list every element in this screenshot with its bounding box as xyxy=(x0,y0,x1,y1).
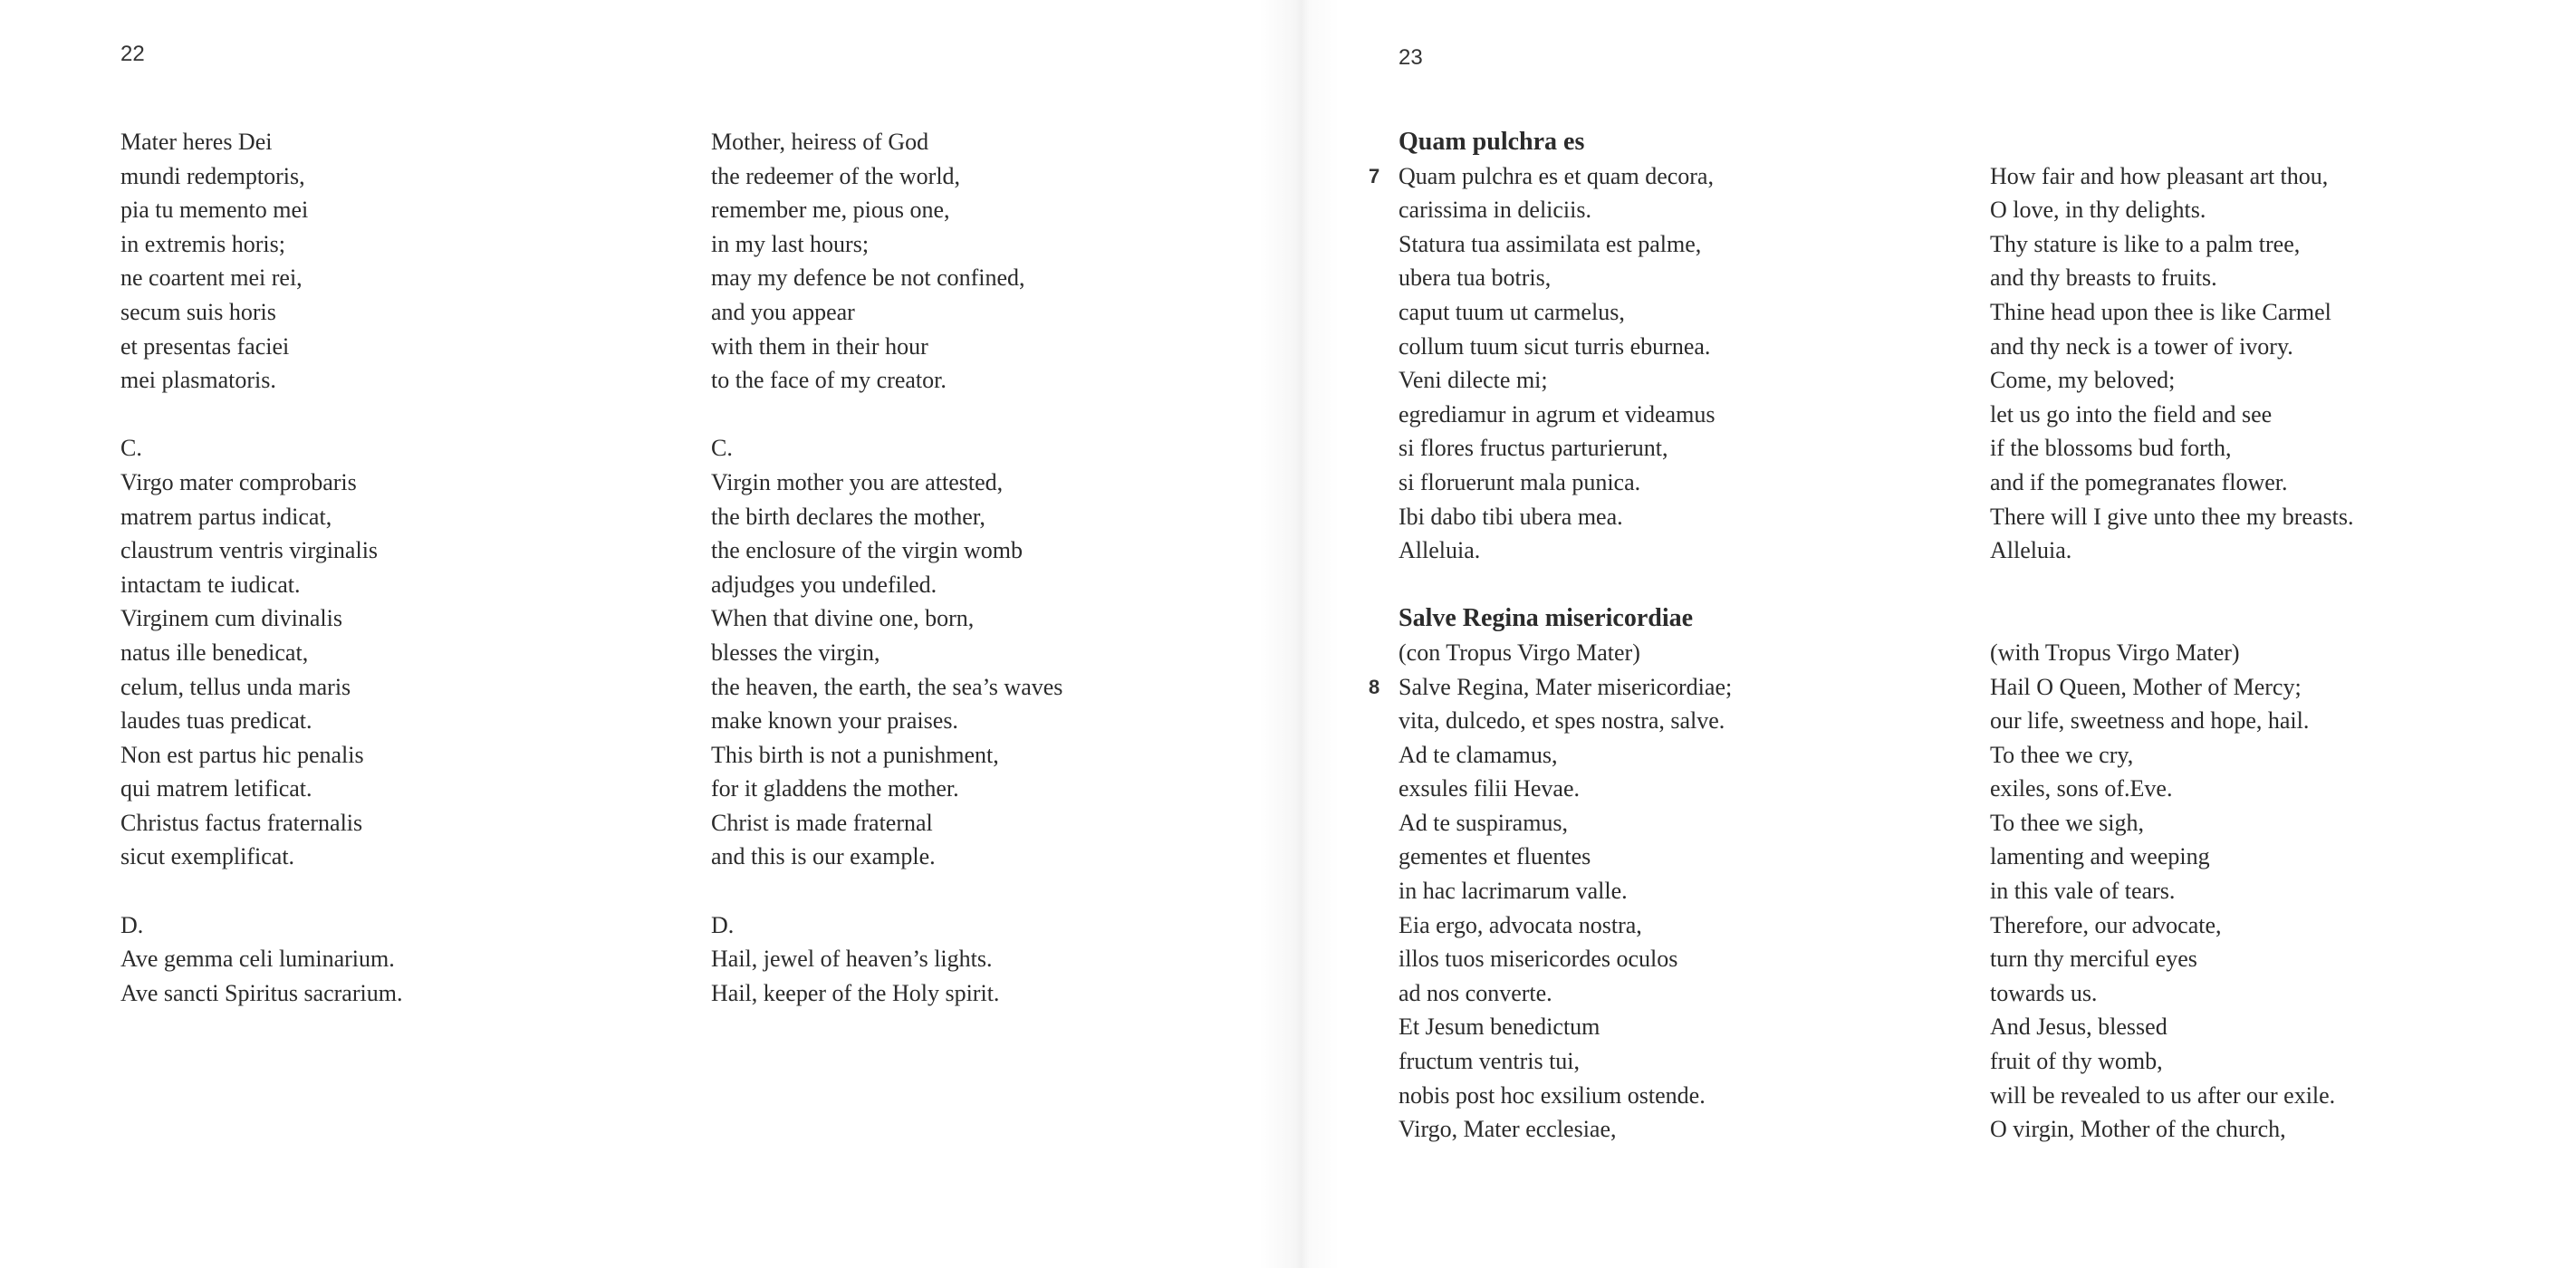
stanza-gap xyxy=(120,874,402,908)
section-heading-salve-regina: Salve Regina misericordiae xyxy=(1399,604,1694,633)
english-line: the birth declares the mother, xyxy=(711,503,985,530)
latin-line: gementes et fluentes xyxy=(1399,843,1591,870)
english-line: To thee we sigh, xyxy=(1990,809,2145,836)
english-line: Thy stature is like to a palm tree, xyxy=(1990,230,2301,257)
english-line: adjudges you undefiled. xyxy=(711,571,937,598)
section-gap xyxy=(1399,568,1732,602)
english-line: blesses the virgin, xyxy=(711,639,880,666)
latin-line: Mater heres Dei xyxy=(120,129,273,155)
latin-line xyxy=(1369,670,1733,705)
latin-line: Christus factus fraternalis xyxy=(120,809,363,836)
latin-line: collum tuum sicut turris eburnea. xyxy=(1399,332,1711,360)
latin-line: caput tuum ut carmelus, xyxy=(1399,298,1625,325)
left-latin-column xyxy=(120,125,402,1010)
english-line: the heaven, the earth, the sea’s waves xyxy=(711,673,1063,700)
english-line: Virgin mother you are attested, xyxy=(711,468,1004,495)
english-line: with them in their hour xyxy=(711,332,928,360)
latin-line: in hac lacrimarum valle. xyxy=(1399,878,1628,905)
english-line: to the face of my creator. xyxy=(711,367,947,394)
english-line: make known your praises. xyxy=(711,707,958,735)
right-latin-column xyxy=(1369,125,1733,1147)
page-number-right: 23 xyxy=(1399,45,1423,70)
track-number-8: 8 xyxy=(1369,675,1380,698)
english-line: will be revealed to us after our exile. xyxy=(1990,1081,2336,1109)
latin-line: Statura tua assimilata est palme, xyxy=(1399,230,1702,257)
stanza-gap xyxy=(711,874,1062,908)
english-line: When that divine one, born, xyxy=(711,605,975,632)
english-line: Hail O Queen, Mother of Mercy; xyxy=(1990,673,2302,700)
latin-line-text: Salve Regina, Mater misericordiae; xyxy=(1399,673,1733,700)
latin-line: Non est partus hic penalis xyxy=(120,741,364,768)
latin-line: mei plasmatoris. xyxy=(120,367,276,394)
english-line: Thine head upon thee is like Carmel xyxy=(1990,298,2331,325)
stanza-label: C. xyxy=(711,435,733,462)
latin-line: Eia ergo, advocata nostra, xyxy=(1399,911,1642,938)
english-line: if the blossoms bud forth, xyxy=(1990,435,2232,462)
latin-line: laudes tuas predicat. xyxy=(120,707,312,735)
stanza-label: C. xyxy=(120,435,142,462)
english-line: remember me, pious one, xyxy=(711,197,950,224)
latin-line: celum, tellus unda maris xyxy=(120,673,351,700)
english-line: Alleluia. xyxy=(1990,537,2072,564)
latin-line: Ibi dabo tibi ubera mea. xyxy=(1399,503,1623,530)
stanza-label: D. xyxy=(711,911,735,938)
latin-line: Ave gemma celi luminarium. xyxy=(120,946,395,973)
english-line: our life, sweetness and hope, hail. xyxy=(1990,707,2310,735)
english-line: exiles, sons of.Eve. xyxy=(1990,775,2173,802)
latin-line-text: Quam pulchra es et quam decora, xyxy=(1399,162,1714,189)
english-line: To thee we cry, xyxy=(1990,741,2134,768)
latin-line: illos tuos misericordes oculos xyxy=(1399,946,1678,973)
section-subtitle-latin: (con Tropus Virgo Mater) xyxy=(1399,639,1640,666)
latin-line: qui matrem letificat. xyxy=(120,775,312,802)
latin-line: si flores fructus parturierunt, xyxy=(1399,435,1668,462)
english-line: O virgin, Mother of the church, xyxy=(1990,1116,2286,1143)
left-english-column xyxy=(711,125,1062,1010)
page-number-left: 22 xyxy=(120,42,145,66)
english-line: and if the pomegranates flower. xyxy=(1990,468,2288,495)
track-number-7: 7 xyxy=(1369,164,1380,187)
english-line: Mother, heiress of God xyxy=(711,129,929,155)
latin-line: et presentas faciei xyxy=(120,332,290,360)
right-english-column xyxy=(1990,159,2353,1147)
latin-line: fructum ventris tui, xyxy=(1399,1048,1581,1075)
section-heading-quam-pulchra: Quam pulchra es xyxy=(1399,128,1585,156)
latin-line: Ad te suspiramus, xyxy=(1399,809,1569,836)
stanza-gap xyxy=(120,398,402,432)
english-line: towards us. xyxy=(1990,979,2098,1006)
latin-line: nobis post hoc exsilium ostende. xyxy=(1399,1081,1706,1109)
latin-line: sicut exemplificat. xyxy=(120,843,295,870)
english-line: the redeemer of the world, xyxy=(711,162,961,189)
english-line: and you appear xyxy=(711,298,855,325)
english-line: in my last hours; xyxy=(711,230,870,257)
latin-line: natus ille benedicat, xyxy=(120,639,309,666)
latin-line: in extremis horis; xyxy=(120,230,285,257)
latin-line xyxy=(1369,159,1732,194)
right-page xyxy=(1288,0,2576,1268)
english-line: fruit of thy womb, xyxy=(1990,1048,2163,1075)
latin-line: vita, dulcedo, et spes nostra, salve. xyxy=(1399,707,1725,735)
english-line: lamenting and weeping xyxy=(1990,843,2210,870)
stanza-label: D. xyxy=(120,911,144,938)
latin-line: Ave sancti Spiritus sacrarium. xyxy=(120,979,403,1006)
english-line: may my defence be not confined, xyxy=(711,264,1025,292)
latin-line: exsules filii Hevae. xyxy=(1399,775,1580,802)
latin-line: claustrum ventris virginalis xyxy=(120,537,379,564)
english-line: and thy neck is a tower of ivory. xyxy=(1990,332,2293,360)
english-line: Hail, keeper of the Holy spirit. xyxy=(711,979,1000,1006)
heading-spacer xyxy=(1990,601,2353,636)
latin-line: si floruerunt mala punica. xyxy=(1399,468,1641,495)
english-line: Christ is made fraternal xyxy=(711,809,933,836)
english-line: let us go into the field and see xyxy=(1990,400,2273,427)
section-gap xyxy=(1990,568,2353,602)
latin-line: Alleluia. xyxy=(1399,537,1481,564)
english-line: in this vale of tears. xyxy=(1990,878,2176,905)
latin-line: Virgo mater comprobaris xyxy=(120,468,357,495)
english-line: And Jesus, blessed xyxy=(1990,1013,2167,1041)
english-line: O love, in thy delights. xyxy=(1990,197,2206,224)
latin-line: Veni dilecte mi; xyxy=(1399,367,1548,394)
latin-line: Virgo, Mater ecclesiae, xyxy=(1399,1116,1617,1143)
latin-line: ad nos converte. xyxy=(1399,979,1552,1006)
latin-line: ubera tua botris, xyxy=(1399,264,1552,292)
latin-line: carissima in deliciis. xyxy=(1399,197,1592,224)
english-line: and this is our example. xyxy=(711,843,936,870)
english-line: There will I give unto thee my breasts. xyxy=(1990,503,2354,530)
latin-line: ne coartent mei rei, xyxy=(120,264,303,292)
latin-line: Virginem cum divinalis xyxy=(120,605,342,632)
latin-line: Ad te clamamus, xyxy=(1399,741,1558,768)
latin-line: intactam te iudicat. xyxy=(120,571,301,598)
latin-line: secum suis horis xyxy=(120,298,276,325)
english-line: How fair and how pleasant art thou, xyxy=(1990,162,2329,189)
english-line: and thy breasts to fruits. xyxy=(1990,264,2217,292)
english-line: the enclosure of the virgin womb xyxy=(711,537,1023,564)
latin-line: matrem partus indicat, xyxy=(120,503,332,530)
english-line: Hail, jewel of heaven’s lights. xyxy=(711,946,993,973)
english-line: Therefore, our advocate, xyxy=(1990,911,2222,938)
latin-line: Et Jesum benedictum xyxy=(1399,1013,1600,1041)
english-line: turn thy merciful eyes xyxy=(1990,946,2197,973)
english-line: This birth is not a punishment, xyxy=(711,741,999,768)
latin-line: pia tu memento mei xyxy=(120,197,309,224)
latin-line: egrediamur in agrum et videamus xyxy=(1399,400,1716,427)
section-subtitle-english: (with Tropus Virgo Mater) xyxy=(1990,639,2240,666)
latin-line: mundi redemptoris, xyxy=(120,162,305,189)
english-line: Come, my beloved; xyxy=(1990,367,2176,394)
english-line: for it gladdens the mother. xyxy=(711,775,959,802)
stanza-gap xyxy=(711,398,1062,432)
